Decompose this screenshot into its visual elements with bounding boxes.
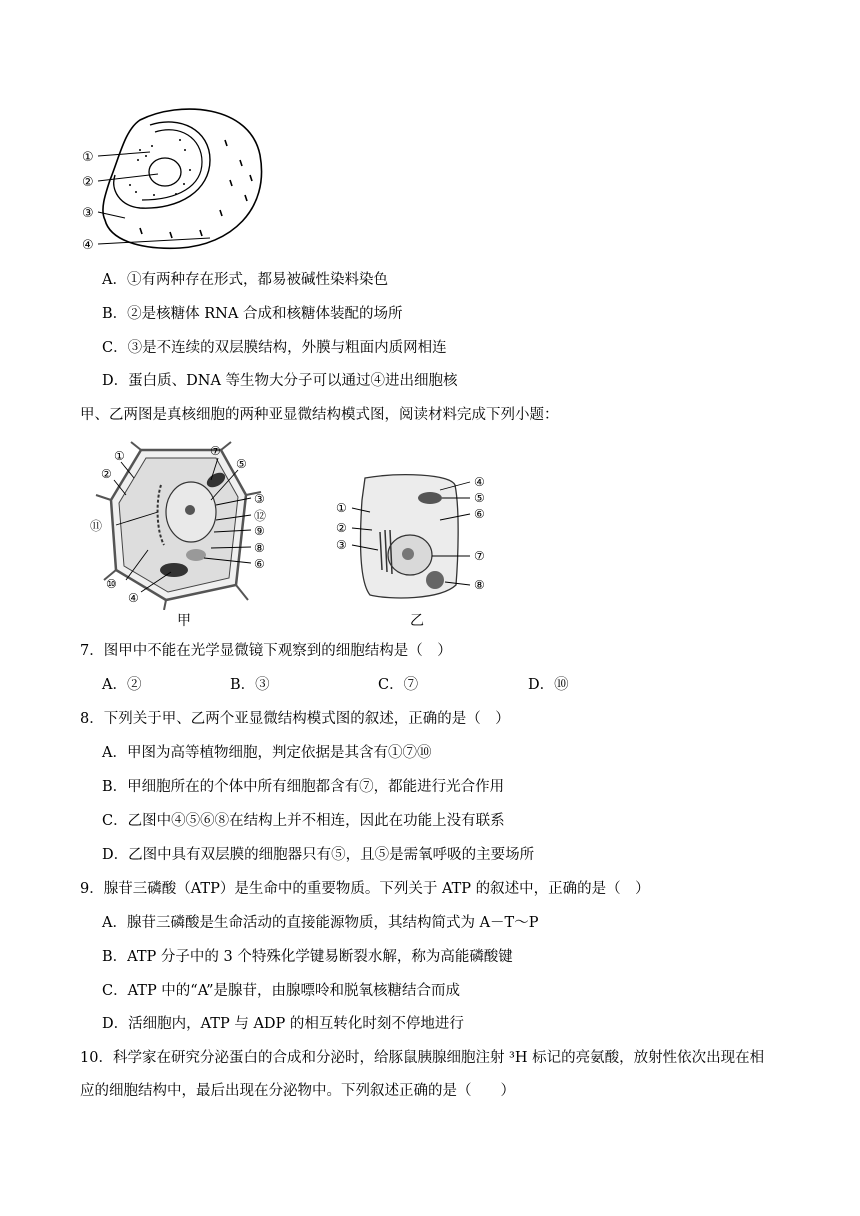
q8-option-c: C．乙图中④⑤⑥⑧在结构上并不相连，因此在功能上没有联系 [102, 813, 505, 829]
q7-option-a: A．② [102, 677, 142, 693]
fig1-label-1: ① [82, 150, 94, 165]
animal-cell-diagram [330, 470, 500, 605]
q9-option-d: D．活细胞内，ATP 与 ADP 的相互转化时刻不停地进行 [102, 1016, 464, 1032]
plant-cell-diagram [86, 440, 286, 610]
yi-label-3: ③ [336, 538, 347, 552]
jia-label-12: ⑫ [254, 509, 267, 523]
jia-label-7: ⑦ [210, 444, 221, 458]
q6-option-a: A．①有两种存在形式，都易被碱性染料染色 [102, 272, 388, 288]
q8-option-a: A．甲图为高等植物细胞，判定依据是其含有①⑦⑩ [102, 745, 432, 761]
fig1-label-4: ④ [82, 238, 94, 253]
fig1-label-2: ② [82, 175, 94, 190]
jia-label-4: ④ [128, 591, 139, 605]
jia-label-9: ⑨ [254, 524, 265, 538]
q10-line-2: 应的细胞结构中，最后出现在分泌物中。下列叙述正确的是（ ） [80, 1083, 515, 1099]
q7-stem: 7．图甲中不能在光学显微镜下观察到的细胞结构是（ ） [80, 643, 452, 659]
jia-label-3: ③ [254, 492, 265, 506]
q7-option-b: B．③ [230, 677, 270, 693]
yi-label-7: ⑦ [474, 549, 485, 563]
yi-label-2: ② [336, 521, 347, 535]
q10-line-1: 10．科学家在研究分泌蛋白的合成和分泌时，给豚鼠胰腺细胞注射 ³H 标记的亮氨酸，放射性依次出现在相 [80, 1050, 765, 1066]
jia-label-10: ⑩ [106, 577, 117, 591]
jia-label-1: ① [114, 449, 125, 463]
fig1-label-3: ③ [82, 206, 94, 221]
q6-option-b: B．②是核糖体 RNA 合成和核糖体装配的场所 [102, 306, 403, 322]
q9-option-b: B．ATP 分子中的 3 个特殊化学键易断裂水解，称为高能磷酸键 [102, 949, 513, 965]
yi-label-4: ④ [474, 475, 485, 489]
q8-stem: 8．下列关于甲、乙两个亚显微结构模式图的叙述，正确的是（ ） [80, 711, 510, 727]
q7-option-d: D．⑩ [528, 677, 569, 693]
q9-option-a: A．腺苷三磷酸是生命活动的直接能源物质，其结构简式为 A－T～P [102, 915, 539, 931]
q6-option-d: D．蛋白质、DNA 等生物大分子可以通过④进出细胞核 [102, 373, 458, 389]
intro-text: 甲、乙两图是真核细胞的两种亚显微结构模式图，阅读材料完成下列小题： [80, 407, 559, 423]
jia-label-5: ⑤ [236, 457, 247, 471]
caption-yi: 乙 [410, 613, 424, 629]
nucleus-diagram [80, 100, 280, 260]
q8-option-d: D．乙图中具有双层膜的细胞器只有⑤，且⑤是需氧呼吸的主要场所 [102, 847, 535, 863]
q9-option-c: C．ATP 中的“A”是腺苷，由腺嘌呤和脱氧核糖结合而成 [102, 983, 460, 999]
yi-label-8: ⑧ [474, 578, 485, 592]
q9-stem: 9．腺苷三磷酸（ATP）是生命中的重要物质。下列关于 ATP 的叙述中，正确的是（ ） [80, 881, 650, 897]
jia-label-8: ⑧ [254, 541, 265, 555]
jia-label-2: ② [101, 467, 112, 481]
q7-option-c: C．⑦ [378, 677, 419, 693]
jia-label-11: ⑪ [90, 519, 103, 533]
caption-jia: 甲 [177, 613, 191, 629]
yi-label-5: ⑤ [474, 491, 485, 505]
yi-label-1: ① [336, 501, 347, 515]
q6-option-c: C．③是不连续的双层膜结构，外膜与粗面内质网相连 [102, 340, 447, 356]
q8-option-b: B．甲细胞所在的个体中所有细胞都含有⑦，都能进行光合作用 [102, 779, 505, 795]
jia-label-6: ⑥ [254, 557, 265, 571]
yi-label-6: ⑥ [474, 507, 485, 521]
